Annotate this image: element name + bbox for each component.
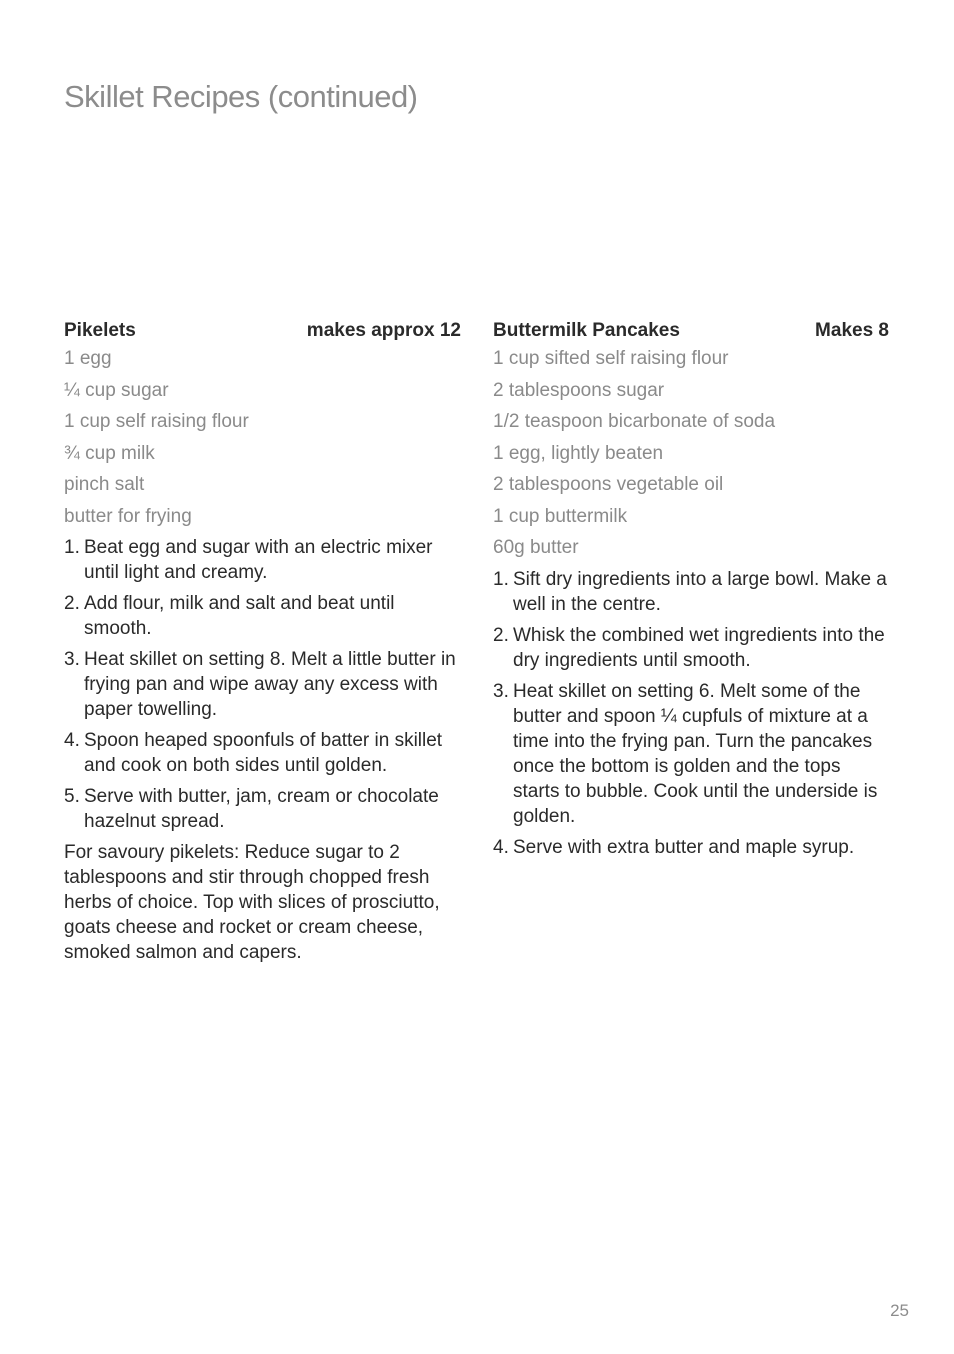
page-number: 25 [890,1301,909,1320]
step-text: Whisk the combined wet ingredients into the dry ingredients until smooth. [513,624,885,671]
step-number: 4. [64,730,80,751]
step-text: Spoon heaped spoonfuls of batter in skillet and cook on both sides until golden. [84,730,443,776]
method-step [64,784,461,834]
method-step [64,535,461,585]
ingredient-item: 1 cup self raising flour [64,411,249,432]
ingredient-list [64,346,461,529]
step-text: Beat egg and sugar with an electric mixer until light and creamy. [84,537,433,583]
method-step [493,623,889,673]
step-text: Heat skillet on setting 6. Melt some of the butter and spoon ¼ cupfuls of mixture at a time into the frying pan. Turn the pancakes once the bottom is golden and the tops starts to bubble. Cook until the underside is golden. [513,680,878,827]
recipe-note: For savoury pikelets: Reduce sugar to 2 tablespoons and stir through chopped fresh herbs of choice. Top with slices of prosciutto, goats cheese and rocket or cream cheese, smoked salmon and capers. [64,842,440,963]
recipe-header [64,318,461,343]
method-step [64,647,461,722]
ingredient-item: 1/2 teaspoon bicarbonate of soda [493,411,776,432]
recipe-yield: Makes 8 [815,320,889,341]
recipe-yield: makes approx 12 [306,320,461,341]
step-number: 3. [493,680,509,702]
step-text: Serve with butter, jam, cream or chocolate hazelnut spread. [84,786,439,832]
recipe-buttermilk-pancakes [493,318,889,866]
step-number: 4. [493,836,509,858]
ingredient-item: 1 cup buttermilk [493,505,628,527]
step-number: 2. [493,624,509,646]
recipe-pikelets [64,318,461,965]
step-text: Heat skillet on setting 8. Melt a little butter in frying pan and wipe away any excess with paper towelling. [84,649,456,720]
method-step [493,679,889,829]
recipe-name: Pikelets [64,320,136,341]
method-step [493,567,889,617]
method-step [64,728,461,778]
ingredient-item: ¾ cup milk [64,442,155,464]
ingredient-item: 2 tablespoons sugar [493,379,665,401]
ingredient-item: 2 tablespoons vegetable oil [493,474,724,495]
method-steps [64,535,461,834]
ingredient-item: ¼ cup sugar [64,379,169,401]
step-number: 5. [64,786,80,807]
step-text: Add flour, milk and salt and beat until smooth. [84,593,395,639]
step-number: 3. [64,649,80,670]
step-number: 1. [493,568,509,590]
recipe-name: Buttermilk Pancakes [493,320,680,341]
step-text: Sift dry ingredients into a large bowl. Make a well in the centre. [513,568,887,615]
ingredient-item: butter for frying [64,505,192,527]
ingredient-item: 1 cup sifted self raising flour [493,348,729,369]
ingredient-item: 1 egg, lightly beaten [493,442,664,464]
ingredient-item: pinch salt [64,474,145,495]
recipe-header [493,318,889,343]
step-number: 2. [64,593,80,614]
method-step [64,591,461,641]
ingredient-item: 1 egg [64,348,112,369]
method-step [493,835,889,860]
ingredient-item: 60g butter [493,537,579,558]
page-title: Skillet Recipes (continued) [64,78,418,114]
ingredient-list [493,346,889,560]
method-steps [493,567,889,860]
step-number: 1. [64,537,80,558]
step-text: Serve with extra butter and maple syrup. [513,836,855,858]
